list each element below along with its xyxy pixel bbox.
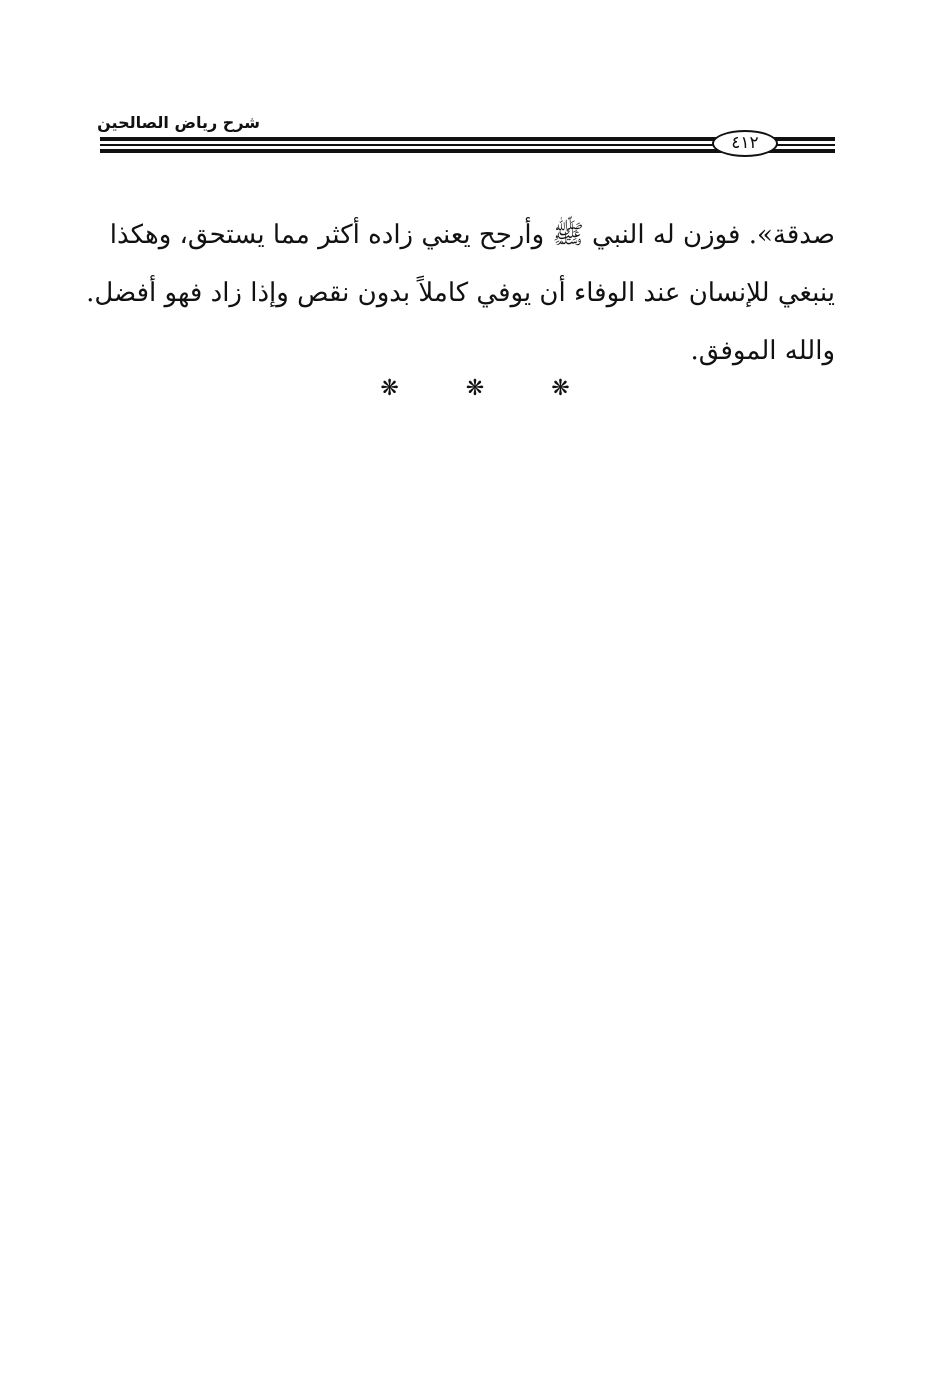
running-header-title: شرح رياض الصالحين [97, 113, 260, 132]
page-number: ٤١٢ [712, 130, 778, 157]
separator-star-icon: ❋ [465, 376, 485, 401]
body-paragraph [86, 206, 835, 380]
separator-star-icon: ❋ [551, 376, 570, 401]
section-separator [0, 376, 950, 401]
body-line: والله الموفق. [690, 336, 835, 366]
body-line: صدقة». فوزن له النبي ﷺ وأرجح يعني زاده أكثر مما يستحق، وهكذا [109, 220, 835, 250]
body-line: ينبغي للإنسان عند الوفاء أن يوفي كاملاً بدون نقص وإذا زاد فهو أفضل. [86, 278, 835, 308]
separator-star-icon: ❋ [380, 376, 399, 401]
